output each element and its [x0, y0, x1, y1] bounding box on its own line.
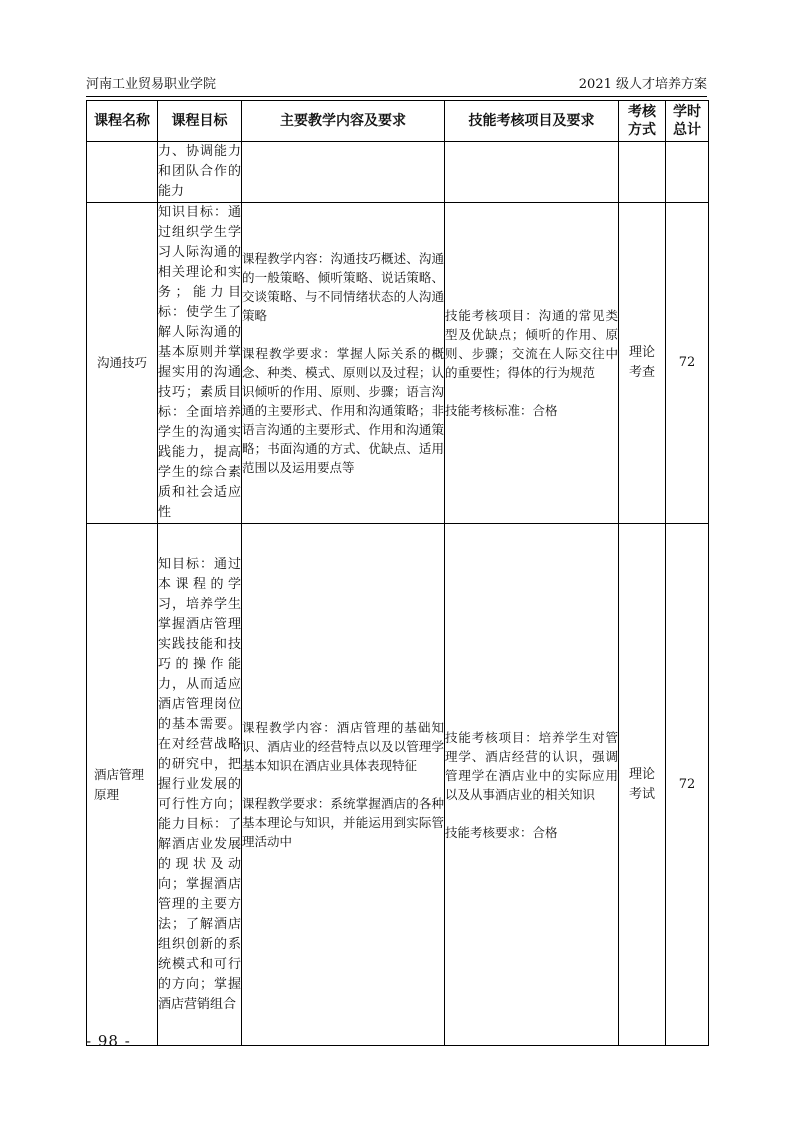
course-skills: 技能考核项目：培养学生对管理学、酒店经营的认识，强调管理学在酒店业中的实际应用以及从事酒店业的相关知识 技能考核要求：合格 [445, 524, 619, 1046]
col-header-hours: 学时总计 [666, 101, 709, 142]
col-header-skills: 技能考核项目及要求 [445, 101, 619, 142]
col-header-name: 课程名称 [87, 101, 158, 142]
table-row [87, 524, 709, 1046]
course-name: 酒店管理原理 [94, 766, 145, 802]
course-table [86, 100, 709, 1046]
course-method: 理论考查 [619, 203, 666, 524]
course-method: 理论考试 [619, 524, 666, 1046]
course-goal: 知目标：通过本课程的学习，培养学生掌握酒店管理实践技能和技巧的操作能力，从而适应酒店管理岗位的基本需要。在对经营战略的研究中，把握行业发展的可行性方向；能力目标：了解酒店业发展的现状及动向；掌握酒店管理的主要方法；了解酒店组织创新的系统模式和可行的方向；掌握酒店营销组合 [158, 556, 241, 1012]
page-number: - 98 - [86, 1032, 131, 1050]
course-goal: 知识目标：通过组织学生学习人际沟通的相关理论和实务；能力目标：使学生了解人际沟通的基本原则并掌握实用的沟通技巧；素质目标：全面培养学生的沟通实践能力，提高学生的综合素质和社会适应性 [158, 205, 241, 520]
header-school: 河南工业贸易职业学院 [86, 77, 217, 92]
goal-continuation: 力、协调能力和团队合作的能力 [158, 144, 241, 199]
table-row [87, 142, 709, 203]
table-row [87, 203, 709, 524]
course-hours: 72 [666, 524, 709, 1046]
page-header [86, 76, 707, 94]
col-header-method: 考核方式 [619, 101, 666, 142]
course-name: 沟通技巧 [87, 203, 158, 524]
course-skills: 技能考核项目：沟通的常见类型及优缺点；倾听的作用、原则、步骤；交流在人际交往中的重要性；得体的行为规范 技能考核标准：合格 [445, 203, 619, 524]
header-doc-title: 2021 级人才培养方案 [578, 77, 707, 92]
header-rule [86, 96, 707, 97]
course-content: 课程教学内容：酒店管理的基础知识、酒店业的经营特点以及以管理学基本知识在酒店业具体表现特征 课程教学要求：系统掌握酒店的各种基本理论与知识，并能运用到实际管理活动中 [242, 524, 445, 1046]
table-header-row [87, 101, 709, 142]
course-hours: 72 [666, 203, 709, 524]
col-header-goal: 课程目标 [158, 101, 242, 142]
col-header-content: 主要教学内容及要求 [242, 101, 445, 142]
course-content: 课程教学内容：沟通技巧概述、沟通的一般策略、倾听策略、说话策略、交谈策略、与不同情绪状态的人沟通策略 课程教学要求：掌握人际关系的概念、种类、模式、原则以及过程；认识倾听的作用、原则、步骤；语言沟通的主要形式、作用和沟通策略；非语言沟通的主要形式、作用和沟通策略；书面沟通的方式、优缺点、适用范围以及运用要点等 [242, 203, 445, 524]
